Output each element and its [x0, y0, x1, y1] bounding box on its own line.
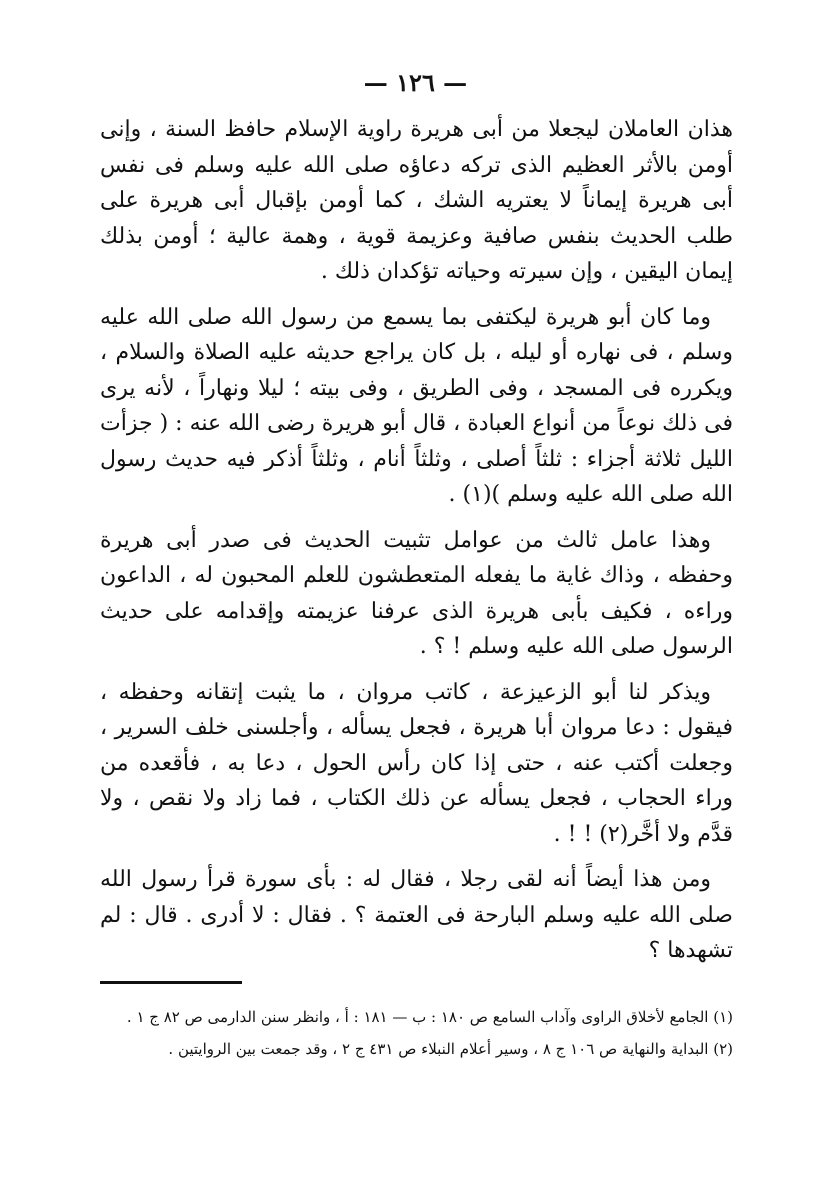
paragraph: وهذا عامل ثالث من عوامل تثبيت الحديث فى صدر أبى هريرة وحفظه ، وذاك غاية ما يفعله المتعطشون للعلم المحبون له ، الداعون وراءه ، فكيف بأبى هريرة الذى عرفنا عزيمته وإقدامه على حديث الرسول صلى الله عليه وسلم ! ؟ .	[100, 527, 733, 659]
footnote: (١) الجامع لأخلاق الراوى وآداب السامع ص ١٨٠ : ب — ١٨١ : أ ، وانظر سنن الدارمى ص ٨٢ ج ١ .	[126, 1008, 733, 1026]
paragraph: ويذكر لنا أبو الزعيزعة ، كاتب مروان ، ما يثبت إتقانه وحفظه ، فيقول : دعا مروان أبا هريرة ، فجعل يسأله ، وأجلسنى خلف السرير ، وجعلت أكتب عنه ، حتى إذا كان رأس الحول ، دعا به ، فأقعده من وراء الحجاب ، فجعل يسأله عن ذلك الكتاب ، فما زاد ولا نقص ، ولا قدَّم ولا أخَّر(٢) ! ! .	[100, 679, 733, 847]
footnotes	[100, 1005, 733, 1069]
footnote-separator	[100, 981, 242, 984]
paragraph: ومن هذا أيضاً أنه لقى رجلا ، فقال له : بأى سورة قرأ رسول الله صلى الله عليه وسلم البارحة فى العتمة ؟ . فقال : لا أدرى . قال : لم تشهدها ؟	[100, 867, 733, 963]
footnote: (٢) البداية والنهاية ص ١٠٦ ج ٨ ، وسير أعلام النبلاء ص ٤٣١ ج ٢ ، وقد جمعت بين الروايتين .	[168, 1040, 733, 1058]
main-text	[100, 112, 733, 979]
paragraph: وما كان أبو هريرة ليكتفى بما يسمع من رسول الله صلى الله عليه وسلم ، فى نهاره أو ليله ، بل كان يراجع حديثه عليه الصلاة والسلام ، ويكرره فى المسجد ، وفى الطريق ، وفى بيته ؛ ليلا ونهاراً ، لأنه يرى فى ذلك نوعاً من أنواع العبادة ، قال أبو هريرة رضى الله عنه : ( جزأت الليل ثلاثة أجزاء : ثلثاً أصلى ، وثلثاً أنام ، وثلثاً أذكر فيه حديث رسول الله صلى الله عليه وسلم )(١) .	[100, 304, 733, 507]
page-number: — ١٢٦ —	[363, 68, 468, 97]
paragraph: هذان العاملان ليجعلا من أبى هريرة راوية الإسلام حافظ السنة ، وإنى أومن بالأثر العظيم الذى تركه دعاؤه صلى الله عليه وسلم فى نفس أبى هريرة إيماناً لا يعتريه الشك ، كما أومن بإقبال أبى هريرة على طلب الحديث بنفس صافية وعزيمة قوية ، وهمة عالية ؛ أومن بذلك إيمان اليقين ، وإن سيرته وحياته تؤكدان ذلك .	[100, 117, 733, 284]
